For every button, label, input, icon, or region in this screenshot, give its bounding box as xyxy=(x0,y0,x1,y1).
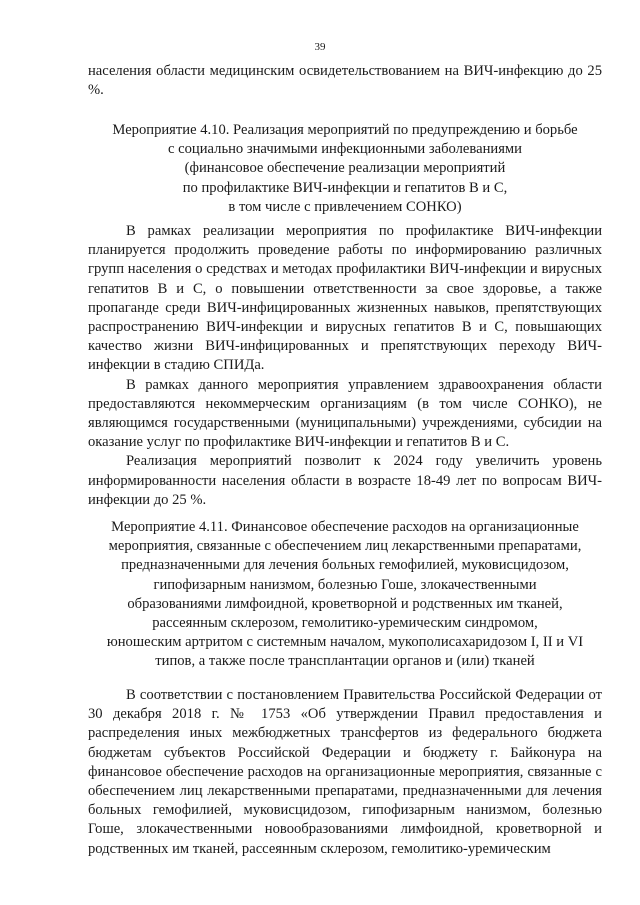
heading-line: предназначенными для лечения больных гемофилией, муковисцидозом, xyxy=(121,557,569,574)
heading-line: рассеянным склерозом, гемолитико-уремическим синдромом, xyxy=(152,615,538,632)
heading-line: типов, а также после трансплантации органов и (или) тканей xyxy=(155,653,535,670)
section-4-10-heading xyxy=(88,121,602,217)
body-paragraph: В рамках данного мероприятия управлением здравоохранения области предоставляются некоммерческим организациям (в том числе СОНКО), не являющимся государственными (муниципальными) учреждениями, субсидии на оказание услуг по профилактике ВИЧ-инфекции и гепатитов В и С. xyxy=(88,376,602,451)
heading-line: юношеским артритом с системным началом, мукополисахаридозом I, II и VI xyxy=(106,634,584,651)
heading-line: гипофизарным нанизмом, болезнью Гоше, злокачественными xyxy=(153,576,537,593)
heading-line: мероприятия, связанные с обеспечением лиц лекарственными препаратами, xyxy=(108,538,582,555)
section-4-11-heading xyxy=(88,518,602,672)
section-4-11-paragraph: В соответствии с постановлением Правительства Российской Федерации от 30 декабря 2018 г. № 1753 «Об утверждении Правил предоставления и распределения иных межбюджетных трансфертов из федерального бюджета бюджетам субъектов Российской Федерации и бюджету г. Байконура на финансовое обеспечение расходов на организационные мероприятия, связанные с обеспечением лиц лекарственными препаратами, предназначенными для лечения больных гемофилией, муковисцидозом, гипофизарным нанизмом, болезнью Гоше, злокачественными новообразованиями лимфоидной, кроветворной и родственных им тканей, рассеянным склерозом, гемолитико-уремическим xyxy=(88,687,602,857)
heading-line: образованиями лимфоидной, кроветворной и родственных им тканей, xyxy=(127,595,563,612)
page-number: 39 xyxy=(314,41,326,53)
heading-line: в том числе с привлечением СОНКО) xyxy=(228,198,462,215)
heading-line: Мероприятие 4.10. Реализация мероприятий по предупреждению и борьбе xyxy=(112,122,578,138)
section-4-10-body xyxy=(88,222,602,510)
heading-line: по профилактике ВИЧ-инфекции и гепатитов В и С, xyxy=(182,179,508,196)
body-paragraph: Реализация мероприятий позволит к 2024 году увеличить уровень информированности населения области в возрасте 18-49 лет по вопросам ВИЧ-инфекции до 25 %. xyxy=(88,453,602,508)
body-paragraph: В рамках реализации мероприятия по профилактике ВИЧ-инфекции планируется продолжить проведение работы по информированию различных групп населения о средствах и методах профилактики ВИЧ-инфекции и вирусных гепатитов В и С, о повышении ответственности за свое здоровье, а также пропаганде среди ВИЧ-инфицированных жизненных навыков, препятствующих распространению ВИЧ-инфекции и вирусных гепатитов В и С, повышающих качество жизни ВИЧ-инфицированных и препятствующих переходу ВИЧ-инфекции в стадию СПИДа. xyxy=(88,223,602,374)
heading-line: с социально значимыми инфекционными заболеваниями xyxy=(168,141,522,158)
intro-paragraph: населения области медицинским освидетельствованием на ВИЧ-инфекцию до 25 %. xyxy=(88,63,602,99)
heading-line: (финансовое обеспечение реализации мероприятий xyxy=(184,160,506,177)
heading-line: Мероприятие 4.11. Финансовое обеспечение расходов на организационные xyxy=(111,519,579,535)
